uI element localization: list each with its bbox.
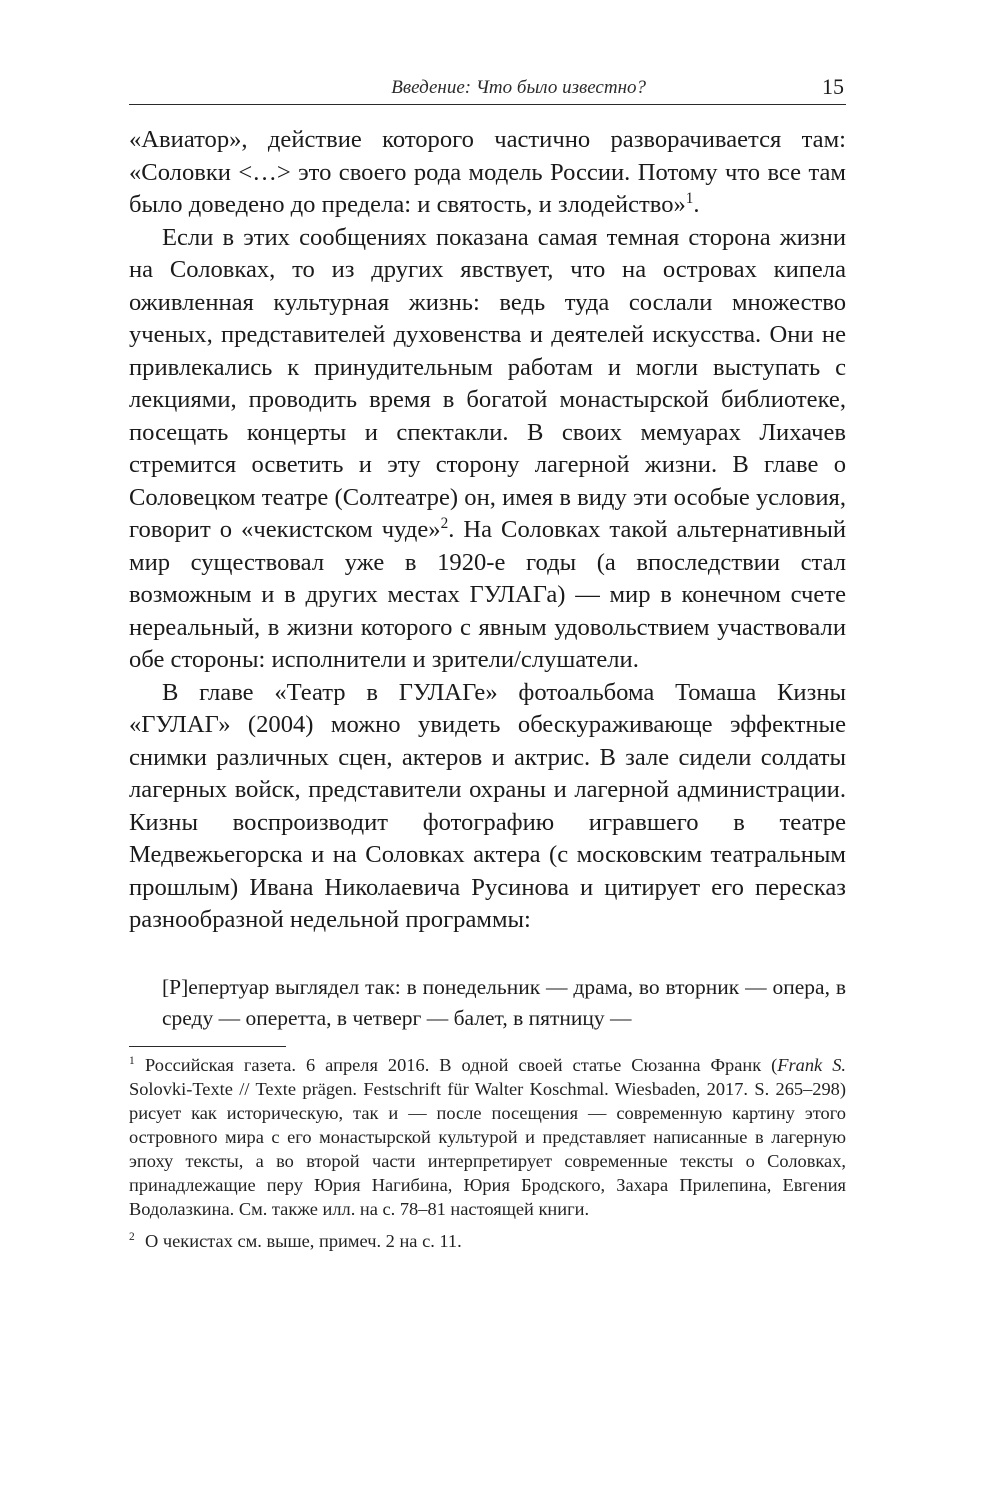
running-head-title: Введение: Что было известно? [391, 77, 646, 98]
body-text [129, 124, 846, 937]
footnote-2 [129, 1229, 846, 1253]
running-head [129, 70, 846, 105]
book-page [129, 70, 846, 1450]
paragraph-3-text: В главе «Театр в ГУЛАГе» фотоальбома Томаша Кизны «ГУЛАГ» (2004) можно увидеть обескураживающе эффектные снимки различных сцен, актеров и актрис. В зале сидели солдаты лагерных войск, представители охраны и лагерной администрации. Кизны воспроизводит фотографию игравшего в театре Медвежьегорска и на Соловках актера (с московским театральным прошлым) Ивана Николаевича Русинова и цитирует его пересказ разнообразной недельной программы: [129, 678, 846, 933]
paragraph-2-text-b: . На Соловках такой альтернативный мир существовал уже в 1920-е годы (а впоследствии стал возможным и в других местах ГУЛАГа) — мир в конечном счете нереальный, в жизни которого с явным удовольствием участвовали обе стороны: исполнители и зрители/слушатели. [129, 516, 847, 673]
footnote-rule [129, 1046, 286, 1047]
paragraph-2 [129, 222, 846, 677]
footnote-1-text-a: Российская газета. 6 апреля 2016. В одной своей статье Сюзанна Франк ( [145, 1054, 778, 1075]
footnote-1-author: Frank S. [777, 1054, 846, 1075]
paragraph-3 [129, 677, 846, 937]
paragraph-1 [129, 124, 846, 222]
footnote-1-text-b: Solovki-Texte // Texte prägen. Festschrift für Walter Koschmal. Wiesbaden, 2017. S. 265–298) рисует как историческую, так и — после посещения — современную картину этого островного мира с его монастырской культурой и представляет написанные в лагерную эпоху тексты, а во второй части интерпретирует современные тексты о Соловках, принадлежащие перу Юрия Нагибина, Юрия Бродского, Захара Прилепина, Евгения Водолазкина. См. также илл. на с. 78–81 настоящей книги. [129, 1078, 846, 1219]
footnote-2-mark: 2 [129, 1230, 135, 1243]
paragraph-1-text: «Авиатор», действие которого частично разворачивается там: «Соловки <…> это своего рода модель России. Потому что все там было доведено до предела: и святость, и злодейство» [129, 126, 846, 218]
block-quote [129, 972, 846, 1034]
paragraph-1-tail: . [693, 191, 700, 218]
block-quote-text: [Р]епертуар выглядел так: в понедельник — драма, во вторник — опера, в среду — оперетта, в четверг — балет, в пятницу — [162, 974, 846, 1030]
paragraph-2-text-a: Если в этих сообщениях показана самая темная сторона жизни на Соловках, то из других явствует, что на островах кипела оживленная культурная жизнь: ведь туда сослали множество ученых, представителей духовенства и деятелей искусства. Они не привлекались к принудительным работам и могли выступать с лекциями, проводить время в богатой монастырской библиотеке, посещать концерты и спектакли. В своих мемуарах Лихачев стремится осветить и эту сторону лагерной жизни. В главе о Соловецком театре (Солтеатре) он, имея в виду эти особые условия, говорит о «чекистском чуде» [129, 223, 846, 543]
footnote-1-mark: 1 [129, 1054, 135, 1067]
footnote-ref-2: 2 [440, 514, 449, 532]
page-number: 15 [822, 74, 844, 99]
footnotes [129, 1053, 846, 1253]
footnote-2-text: О чекистах см. выше, примеч. 2 на с. 11. [145, 1230, 462, 1251]
footnote-ref-1: 1 [685, 189, 694, 207]
footnote-1 [129, 1053, 846, 1221]
